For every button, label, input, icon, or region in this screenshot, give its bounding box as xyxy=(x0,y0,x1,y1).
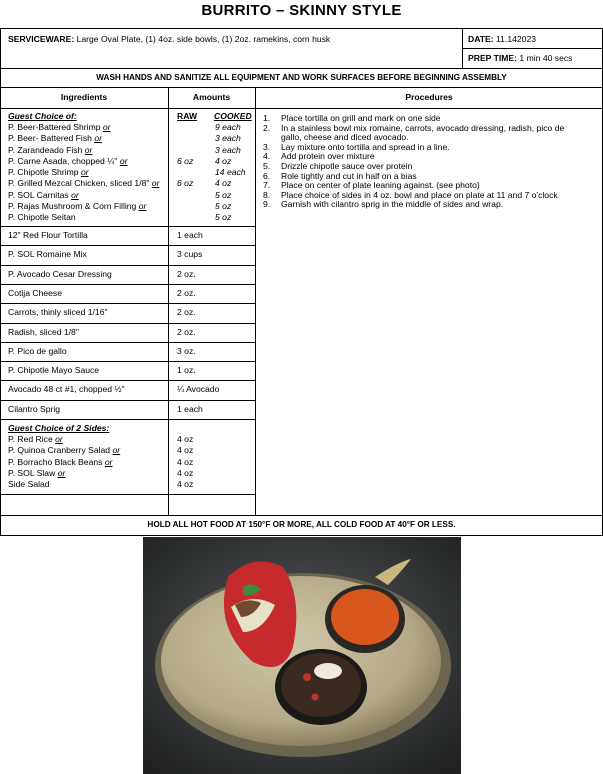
ingredient-amount: 3 oz. xyxy=(177,345,196,356)
side-item xyxy=(8,457,168,468)
protein-cooked-amount: 14 each xyxy=(215,167,246,178)
protein-item xyxy=(8,178,168,189)
side-item xyxy=(8,434,168,445)
divider xyxy=(0,400,255,401)
procedure-number: 7. xyxy=(263,180,271,191)
side-item xyxy=(8,445,168,456)
date-value: 11.142023 xyxy=(496,34,537,44)
or-label: or xyxy=(71,189,79,200)
sides-title: Guest Choice of 2 Sides: xyxy=(8,423,110,433)
procedure-text: Place choice of sides in 4 oz. bowl and place on plate at 11 and 7 o'clock xyxy=(281,189,558,200)
protein-cooked-amount: 5 oz xyxy=(215,212,232,223)
divider xyxy=(0,303,255,304)
ingredient-name: Carrots, thinly sliced 1/16" xyxy=(8,307,108,318)
divider xyxy=(0,494,255,495)
sides-amount-list xyxy=(177,434,237,490)
procedure-step xyxy=(263,200,593,210)
date-line xyxy=(468,34,536,45)
divider xyxy=(0,284,255,285)
ingredient-amount: 2 oz. xyxy=(177,307,196,318)
protein-raw-list xyxy=(177,122,207,224)
side-amount: 4 oz xyxy=(177,434,194,444)
protein-cooked-amount: 3 each xyxy=(215,144,241,155)
divider xyxy=(0,87,603,88)
protein-raw-amount xyxy=(177,145,207,156)
procedure-text: Lay mixture onto tortilla and spread in a line. xyxy=(281,141,450,152)
protein-cooked-amount: 9 each xyxy=(215,122,241,132)
amounts-header: Amounts xyxy=(192,92,231,102)
protein-raw-amount xyxy=(177,133,207,144)
or-label: or xyxy=(94,133,102,144)
or-label: or xyxy=(104,456,113,467)
protein-item xyxy=(8,167,168,178)
protein-cooked-amount: 5 oz xyxy=(215,201,232,212)
protein-name: P. Beer-Battered Shrimp xyxy=(8,122,101,132)
procedure-text: Drizzle chipotle sauce over protein xyxy=(281,160,413,171)
date-label: DATE: xyxy=(468,34,494,44)
protein-name: P. Chipotle Seitan xyxy=(8,212,76,223)
side-amount: 4 oz xyxy=(177,467,194,478)
ingredient-amount: 1 each xyxy=(177,230,203,240)
red-rice xyxy=(331,589,399,645)
divider xyxy=(0,28,603,29)
serviceware-line xyxy=(8,34,330,45)
or-label: or xyxy=(57,467,66,478)
protein-item xyxy=(8,201,168,212)
side-name: P. Quinoa Cranberry Salad xyxy=(8,445,111,456)
ingredient-name: P. Chipotle Mayo Sauce xyxy=(8,365,100,376)
procedure-number: 2. xyxy=(263,122,271,133)
protein-name: P. Rajas Mushroom & Corn Filling xyxy=(8,201,137,212)
serviceware-label: SERVICEWARE: xyxy=(8,34,75,44)
ingredient-name: Cotija Cheese xyxy=(8,287,62,298)
procedures-header: Procedures xyxy=(405,92,453,102)
protein-item xyxy=(8,133,168,144)
procedure-text: In a stainless bowl mix romaine, carrots, avocado dressing, radish, pico de gallo, cheese and diced avocado. xyxy=(281,122,565,143)
ingredient-name: P. Avocado Cesar Dressing xyxy=(8,268,112,279)
procedures-list xyxy=(263,114,593,210)
prep-time-value: 1 min 40 secs xyxy=(519,53,573,63)
pico-topping xyxy=(312,694,319,701)
procedure-text: Place tortilla on grill and mark on one side xyxy=(281,113,441,123)
ingredient-name: P. Pico de gallo xyxy=(8,345,67,356)
page-title: BURRITO – SKINNY STYLE xyxy=(201,2,402,19)
dish-photo xyxy=(143,537,461,774)
divider xyxy=(0,323,255,324)
protein-name: P. Beer- Battered Fish xyxy=(8,133,92,144)
or-label: or xyxy=(55,434,63,444)
cotija-topping xyxy=(314,663,342,679)
ingredient-amount: ¼ Avocado xyxy=(177,384,220,395)
side-name: P. Red Rice xyxy=(8,434,53,444)
protein-name: P. Grilled Mezcal Chicken, sliced 1/8" xyxy=(8,178,150,189)
ingredient-name: Radish, sliced 1/8" xyxy=(8,326,79,337)
protein-raw-amount xyxy=(177,201,207,212)
procedure-text: Add protein over mixture xyxy=(281,151,375,162)
raw-label: RAW xyxy=(177,111,198,121)
side-amount: 4 oz xyxy=(177,479,194,490)
ingredient-amount: 1 each xyxy=(177,403,203,414)
pico-topping xyxy=(303,673,311,681)
ingredients-header: Ingredients xyxy=(60,92,108,102)
ingredient-name: Avocado 48 ct #1, chopped ½" xyxy=(8,384,125,395)
protein-raw-amount: 6 oz xyxy=(177,155,194,166)
side-name: Side Salad xyxy=(8,479,50,490)
protein-name: P. SOL Carnitas xyxy=(8,189,69,200)
ingredient-name: 12" Red Flour Tortilla xyxy=(8,230,88,240)
guest-choice-title: Guest Choice of: xyxy=(8,111,77,121)
divider xyxy=(0,108,603,109)
procedure-text: Role tightly and cut in half on a bias xyxy=(281,170,417,181)
divider xyxy=(0,515,603,516)
wash-notice: WASH HANDS AND SANITIZE ALL EQUIPMENT AND WORK SURFACES BEFORE BEGINNING ASSEMBLY xyxy=(96,73,507,82)
procedure-number: 9. xyxy=(263,199,271,210)
or-label: or xyxy=(102,122,111,132)
divider xyxy=(0,245,255,246)
divider xyxy=(255,87,256,515)
procedure-number: 5. xyxy=(263,160,271,171)
side-amount: 4 oz xyxy=(177,445,194,456)
protein-cooked-amount: 4 oz xyxy=(215,178,232,189)
side-name: P. SOL Slaw xyxy=(8,467,56,478)
ingredient-amount: 2 oz. xyxy=(177,268,196,279)
divider xyxy=(0,265,255,266)
protein-name: P. Carne Asada, chopped ¼" xyxy=(8,155,118,166)
procedure-text: Garnish with cilantro sprig in the middle of sides and wrap. xyxy=(281,199,504,210)
divider xyxy=(462,48,603,49)
protein-raw-amount: 6 oz xyxy=(177,178,194,189)
protein-name: P. Chipotle Shrimp xyxy=(8,167,79,178)
procedure-number: 8. xyxy=(263,189,271,200)
serviceware-value: Large Oval Plate, (1) 4oz. side bowls, (1) 2oz. ramekins, corn husk xyxy=(76,34,331,44)
cooked-label: COOKED xyxy=(214,111,252,121)
protein-item xyxy=(8,156,168,167)
protein-cooked-amount: 5 oz xyxy=(215,189,232,200)
side-item xyxy=(8,479,168,490)
divider xyxy=(0,380,255,381)
protein-cooked-list xyxy=(215,122,255,224)
ingredient-name: Cilantro Sprig xyxy=(8,403,61,414)
procedure-number: 4. xyxy=(263,151,271,162)
sides-list xyxy=(8,434,168,490)
divider xyxy=(0,342,255,343)
ingredient-amount: 2 oz. xyxy=(177,287,196,298)
black-beans xyxy=(281,653,361,717)
or-label: or xyxy=(151,178,160,189)
side-amount: 4 oz xyxy=(177,456,194,467)
protein-name: P. Zarandeado Fish xyxy=(8,144,83,155)
divider xyxy=(0,226,255,227)
procedure-number: 6. xyxy=(263,170,271,181)
divider xyxy=(0,361,255,362)
protein-raw-amount xyxy=(177,167,207,178)
ingredient-name: P. SOL Romaine Mix xyxy=(8,249,87,260)
protein-list xyxy=(8,122,168,224)
procedure-step xyxy=(263,124,593,143)
prep-time-label: PREP TIME: xyxy=(468,53,518,63)
protein-raw-amount xyxy=(177,190,207,201)
side-name: P. Borracho Black Beans xyxy=(8,456,103,467)
or-label: or xyxy=(138,201,147,212)
protein-item xyxy=(8,122,168,133)
prep-time-line xyxy=(468,53,572,64)
ingredient-amount: 1 oz. xyxy=(177,365,196,376)
or-label: or xyxy=(112,445,121,456)
divider xyxy=(0,535,603,536)
divider xyxy=(0,68,603,69)
protein-raw-amount xyxy=(177,122,207,133)
divider xyxy=(168,87,169,515)
protein-raw-amount xyxy=(177,212,207,223)
ingredient-amount: 3 cups xyxy=(177,249,203,260)
protein-cooked-amount: 3 each xyxy=(215,133,241,144)
or-label: or xyxy=(84,144,93,155)
protein-cooked-amount: 4 oz xyxy=(215,155,232,166)
hold-notice: HOLD ALL HOT FOOD AT 150°F OR MORE, ALL COLD FOOD AT 40°F OR LESS. xyxy=(147,520,456,529)
or-label: or xyxy=(80,167,89,178)
divider xyxy=(0,419,255,420)
procedure-number: 1. xyxy=(263,113,271,123)
protein-item xyxy=(8,190,168,201)
ingredient-amount: 2 oz. xyxy=(177,326,196,337)
or-label: or xyxy=(119,155,128,166)
protein-item xyxy=(8,212,168,223)
procedure-number: 3. xyxy=(263,141,271,152)
protein-item xyxy=(8,145,168,156)
side-item xyxy=(8,468,168,479)
divider xyxy=(0,28,1,536)
procedure-text: Place on center of plate leaning against. (see photo) xyxy=(281,180,480,191)
